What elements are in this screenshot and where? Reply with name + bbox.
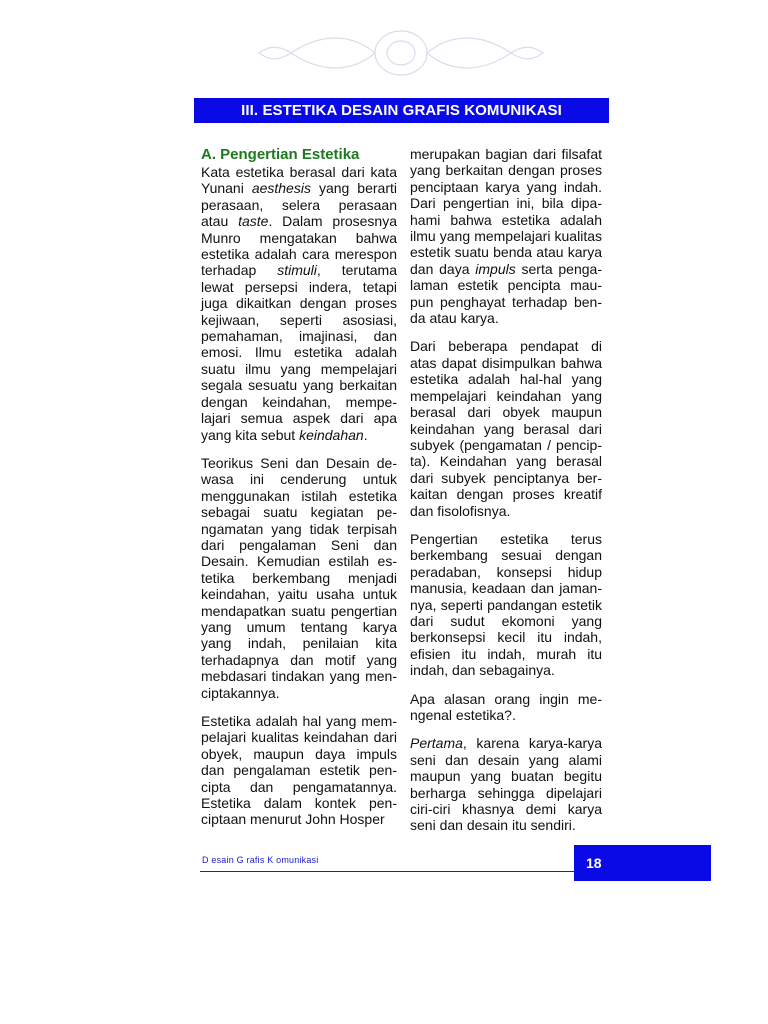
right-paragraph-5 xyxy=(410,735,602,833)
text-run: yang berarti perasaan, selera perasaan atau xyxy=(201,180,397,230)
decorative-ornament xyxy=(195,8,607,98)
chapter-title-bar xyxy=(194,98,609,123)
italic-term: aesthesis xyxy=(251,180,311,197)
footer-divider xyxy=(200,871,578,872)
right-paragraph-3: Pengertian estetika terus berkembang sesuai dengan peradaban, konsepsi hidup manusia, keadaan dan jamannya, seperti pandangan estetik dari sudut ekomoni yang berkonsepsi kecil itu indah, efisien itu indah, murah itu indah, dan sebagainya. xyxy=(410,530,602,679)
right-column xyxy=(410,146,602,846)
right-paragraph-2: Dari beberapa pendapat di atas dapat disimpulkan bahwa estetika adalah hal-hal yang mempelajari keindahan yang berasal dari obyek maupun keindahan yang berasal dari subyek (pengamatan / pencipta). Keindahan yang berasal dari subyek penciptanya berkaitan dengan proses kreatif dan fisolofisnya. xyxy=(410,338,602,519)
page-number-box xyxy=(574,845,711,881)
footer-book-title: D esain G rafis K omunikasi xyxy=(202,855,319,865)
text-run: , karena karya-karya seni dan desain yang alami maupun yang buatan begitu berharga sehingga dipelajari ciri-ciri khasnya demi karya seni dan desain itu sendiri. xyxy=(410,735,602,834)
section-heading: A. Pengertian Estetika xyxy=(201,146,360,163)
italic-term: impuls xyxy=(475,260,516,277)
italic-term: Pertama xyxy=(410,735,463,752)
text-run: Kata estetika berasal dari kata Yunani xyxy=(201,164,397,197)
text-run: . Dalam prosesnya Munro mengatakan bahwa estetika adalah cara merespon terhadap xyxy=(201,213,398,279)
right-paragraph-4: Apa alasan orang ingin mengenal estetika?. xyxy=(410,690,602,723)
chapter-title: III. ESTETIKA DESAIN GRAFIS KOMUNIKASI xyxy=(241,102,562,119)
left-paragraph-3: Estetika adalah hal yang mempelajari kualitas keindahan dari obyek, maupun daya impuls dan pengalaman estetik pencipta dan pengamatannya. Estetika dalam kontek penciptaan menurut John Hosper xyxy=(201,713,397,828)
text-run: . xyxy=(363,426,368,443)
left-column xyxy=(201,146,397,840)
right-paragraph-1 xyxy=(410,146,602,326)
text-run: serta pengalaman estetik pencipta maupun penghayat terhadap benda atau karya. xyxy=(410,260,602,327)
left-paragraph-1 xyxy=(201,164,397,443)
text-run: , terutama lewat persepsi indera, tetapi juga dikaitkan dengan proses kejiwaan, seperti asosiasi, pemahaman, imajinasi, dan emosi. Ilmu estetika adalah suatu ilmu yang mempelajari segala sesuatu yang berkaitan dengan keindahan, mempelajari semua aspek dari apa yang kita sebut xyxy=(201,262,397,443)
italic-term: stimuli xyxy=(277,262,317,279)
left-paragraph-2: Teorikus Seni dan Desain dewasa ini cenderung untuk menggunakan istilah estetika sebagai suatu kegiatan pengamatan yang tidak terpisah dari pengalaman Seni dan Desain. Kemudian estilah estetika berkembang menjadi keindahan, yaitu usaha untuk mendapatkan suatu pengertian yang umum tentang karya yang indah, penilaian kita terhadapnya dan motif yang mebdasari tindakan yang menciptakannya. xyxy=(201,454,397,701)
page-number: 18 xyxy=(586,855,602,871)
text-run: merupakan bagian dari filsafat yang berkaitan dengan proses penciptaan karya yang indah. Dari pengertian ini, bila dipahami bahwa estetika adalah ilmu yang mempelajari kualitas estetik suatu benda atau karya dan daya xyxy=(410,146,602,277)
italic-term: taste xyxy=(238,213,269,230)
italic-term: keindahan xyxy=(299,426,364,443)
